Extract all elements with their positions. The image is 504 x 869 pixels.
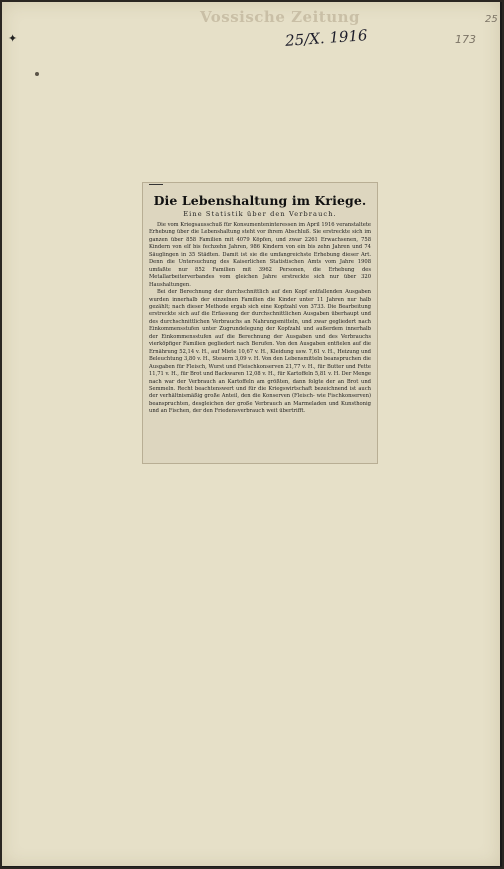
article-paragraph-2: Bei der Berechnung der durchschnittlich auf den Kopf entfallenden Ausgaben wurden innerhalb der einzelnen Familien die Kinder unter 11 Jahren nur halb gezählt; nach dieser Methode ergab sich eine Kopfzahl von 3733. Die Bearbeitung erstreckte sich auf die Erfassung der durchschnittlichen Ausgaben überhaupt und des durchschnittlichen Verbrauchs an Nahrungsmitteln, und zwar gegliedert nach Einkommensstufen unter Zugrundelegung der Kopfzahl und außerdem innerhalb der Einkommensstufen auf die Berechnung der Ausgaben und des Verbrauchs vierköpfiger Familien gegliedert nach Berufen. Von den Ausgaben entfielen auf die Ernährung 52,14 v. H., auf Miete 10,67 v. H., Kleidung usw. 7,61 v. H., Heizung und Beleuchtung 3,80 v. H., Steuern 3,09 v. H. Von den Lebensmitteln beanspruchen die Ausgaben für Fleisch, Wurst und Fleischkonserven 21,77 v. H., für Butter und Fette 11,71 v. H., für Brot und Backwaren 12,08 v. H., für Kartoffeln 5,81 v. H. Der Menge nach war der Verbrauch an Kartoffeln am größten, dann folgte der an Brot und Semmeln. Recht beachtenswert und für die Kriegswirtschaft bezeichnend ist auch der verhältnismäßig große Anteil, den die Konserven (Fleisch- wie Fischkonserven) beanspruchten, desgleichen der große Verbrauch an Marmeladen und Kunsthonig und an Fischen, der den Friedensverbrauch weit übertrifft.	[149, 289, 371, 415]
clipping-rule	[149, 184, 163, 185]
archive-sheet	[2, 2, 500, 866]
article-paragraph-1: Die vom Kriegsausschuß für Konsumenteninteressen im April 1916 veranstaltete Erhebung über die Lebenshaltung steht vor ihrem Abschluß. Sie erstreckte sich im ganzen über 858 Familien mit 4079 Köpfen, und zwar 2261 Erwachsenen, 758 Kindern von elf bis fechzehn Jahren, 986 Kindern von ein bis zehn Jahren und 74 Säuglingen in 35 Städten. Damit ist sie die umfangreichste Erhebung dieser Art. Denn die Untersuchung des Kaiserlichen Statistischen Amts vom Jahre 1908 umfaßte nur 852 Familien mit 3962 Personen, die Erhebung des Metallarbeiterverbandes vom gleichen Jahre erstreckte sich nur über 320 Haushaltungen.	[149, 222, 371, 288]
corner-number: 25	[485, 14, 498, 25]
article-subheadline: Eine Statistik über den Verbrauch.	[183, 210, 337, 218]
pin-mark-icon: ✦	[8, 32, 18, 45]
archive-number: 173	[455, 33, 476, 46]
paper-spot	[35, 72, 39, 76]
newspaper-clipping	[142, 182, 378, 464]
article-headline: Die Lebenshaltung im Kriege.	[153, 193, 367, 208]
newspaper-masthead: Vossische Zeitung	[200, 8, 361, 26]
handwritten-date: 25/X. 1916	[284, 26, 369, 50]
